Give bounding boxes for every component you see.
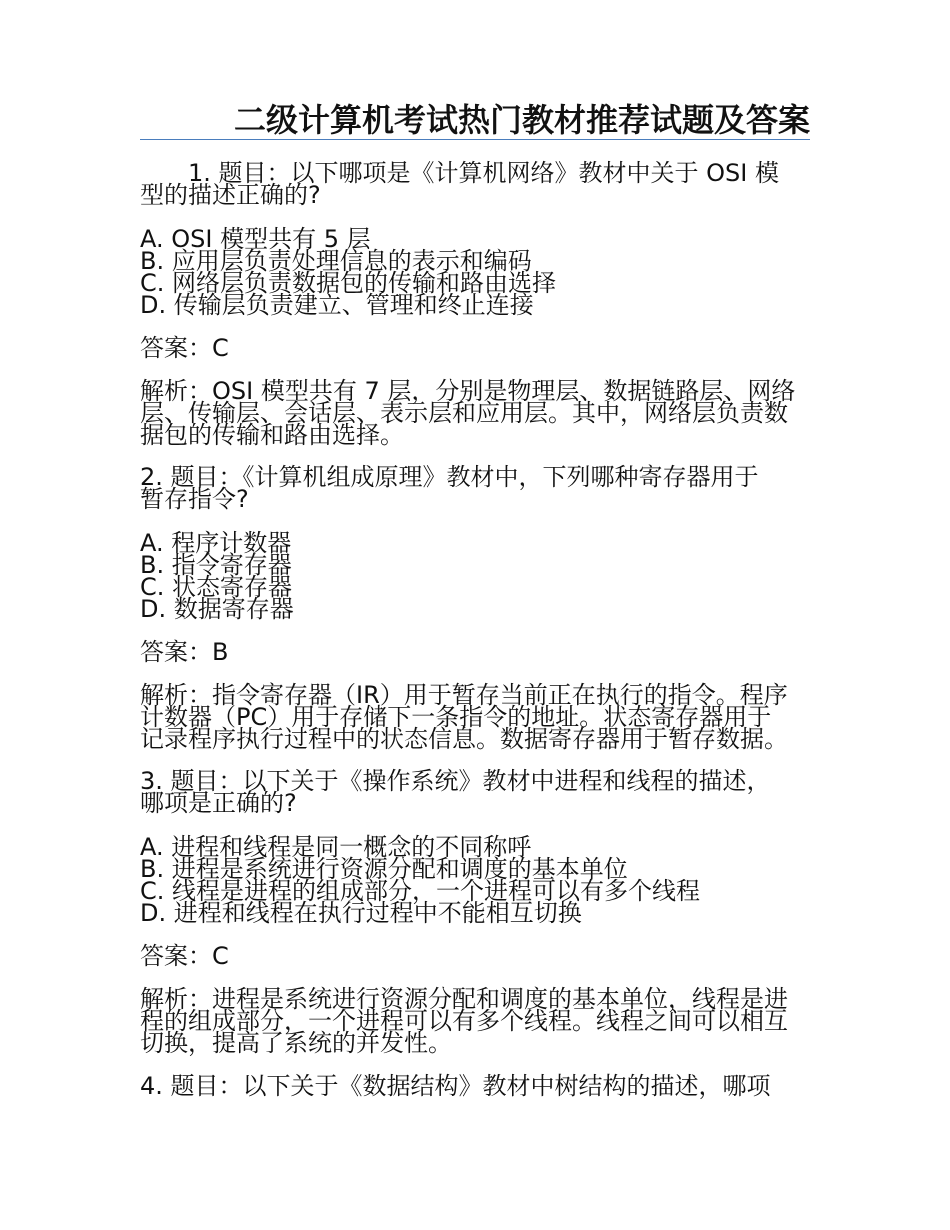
- option-d: D. 进程和线程在执行过程中不能相互切换: [140, 899, 582, 927]
- option-d: D. 数据寄存器: [140, 595, 294, 623]
- question-line: 暂存指令?: [140, 485, 249, 513]
- analysis-line: 据包的传输和路由选择。: [140, 421, 404, 449]
- question-2-analysis: [140, 681, 830, 753]
- analysis-line: 程的组成部分，一个进程可以有多个线程。线程之间可以相互: [140, 1007, 788, 1035]
- option-d: D. 传输层负责建立、管理和终止连接: [140, 291, 534, 319]
- question-3-text: [140, 767, 830, 817]
- analysis-line: 层、传输层、会话层、表示层和应用层。其中，网络层负责数: [140, 399, 788, 427]
- question-3-answer: 答案：C: [140, 942, 229, 970]
- option-a: A. 进程和线程是同一概念的不同称呼: [140, 833, 532, 861]
- analysis-line: 计数器（PC）用于存储下一条指令的地址。状态寄存器用于: [140, 703, 772, 731]
- question-line: 哪项是正确的?: [140, 789, 297, 817]
- analysis-line: 解析：指令寄存器（IR）用于暂存当前正在执行的指令。程序: [140, 681, 788, 709]
- option-c: C. 线程是进程的组成部分，一个进程可以有多个线程: [140, 877, 701, 905]
- option-a: A. OSI 模型共有 5 层: [140, 225, 371, 253]
- question-1-text: [140, 159, 830, 209]
- question-1-analysis: [140, 377, 830, 449]
- option-b: B. 应用层负责处理信息的表示和编码: [140, 247, 532, 275]
- analysis-line: 记录程序执行过程中的状态信息。数据寄存器用于暂存数据。: [140, 725, 788, 753]
- analysis-line: 解析：OSI 模型共有 7 层，分别是物理层、数据链路层、网络: [140, 377, 796, 405]
- question-line: 型的描述正确的?: [140, 181, 321, 209]
- option-c: C. 网络层负责数据包的传输和路由选择: [140, 269, 557, 297]
- title-underline: [140, 139, 810, 140]
- option-a: A. 程序计数器: [140, 529, 292, 557]
- analysis-line: 切换，提高了系统的并发性。: [140, 1029, 452, 1057]
- question-line: 1. 题目：以下哪项是《计算机网络》教材中关于 OSI 模: [188, 159, 779, 187]
- question-4-text: [140, 1072, 830, 1100]
- question-2-text: [140, 463, 830, 513]
- option-b: B. 指令寄存器: [140, 551, 292, 579]
- question-2-options: [140, 529, 830, 623]
- option-b: B. 进程是系统进行资源分配和调度的基本单位: [140, 855, 628, 883]
- question-1-answer: 答案：C: [140, 334, 229, 362]
- analysis-line: 解析：进程是系统进行资源分配和调度的基本单位，线程是进: [140, 985, 788, 1013]
- option-c: C. 状态寄存器: [140, 573, 293, 601]
- question-line: 4. 题目：以下关于《数据结构》教材中树结构的描述，哪项: [140, 1072, 771, 1100]
- question-3-options: [140, 833, 830, 927]
- question-1-options: [140, 225, 830, 319]
- question-line: 3. 题目：以下关于《操作系统》教材中进程和线程的描述，: [140, 767, 771, 795]
- document-title: 二级计算机考试热门教材推荐试题及答案: [233, 101, 810, 139]
- question-3-analysis: [140, 985, 830, 1057]
- question-2-answer: 答案：B: [140, 638, 229, 666]
- question-line: 2. 题目：《计算机组成原理》教材中，下列哪种寄存器用于: [140, 463, 759, 491]
